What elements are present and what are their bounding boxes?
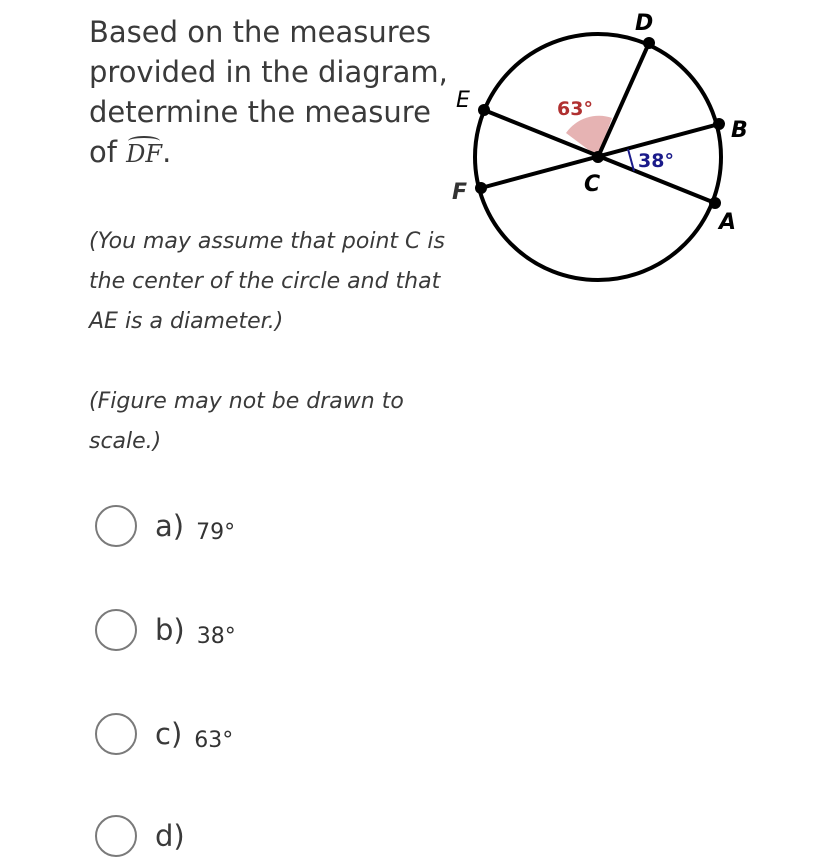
scale-note <box>89 382 449 462</box>
question-line: Based on the measures <box>89 15 431 49</box>
choice-d[interactable] <box>95 812 197 860</box>
assumption-note <box>89 222 449 342</box>
label-c: C <box>584 172 601 197</box>
choice-letter: b) <box>155 613 185 647</box>
choice-letter: c) <box>155 717 183 751</box>
choice-c[interactable] <box>95 710 233 758</box>
point-a <box>709 197 721 209</box>
circle-diagram <box>440 0 770 300</box>
radio-button[interactable] <box>95 713 137 755</box>
note-line: AE is a diameter.) <box>89 309 284 334</box>
choice-a[interactable] <box>95 502 235 550</box>
of-word: of <box>89 135 117 169</box>
label-e: E <box>456 88 470 113</box>
question-line <box>89 132 449 174</box>
point-d <box>643 37 655 49</box>
choice-value: 38° <box>196 623 236 649</box>
question-line: determine the measure <box>89 95 431 129</box>
choice-value: 63° <box>194 727 234 753</box>
point-b <box>713 118 725 130</box>
choice-b[interactable] <box>95 606 236 654</box>
angle-label-top: 63° <box>557 98 593 120</box>
question-period: . <box>162 135 172 169</box>
choice-value: 79° <box>196 519 236 545</box>
radio-button[interactable] <box>95 609 137 651</box>
label-f: F <box>452 180 468 205</box>
point-c <box>592 151 604 163</box>
note-line: (Figure may not be drawn to <box>89 389 404 414</box>
label-b: B <box>731 118 748 143</box>
point-e <box>478 104 490 116</box>
label-d: D <box>635 11 654 36</box>
label-a: A <box>719 210 737 235</box>
angle-label-right: 38° <box>638 150 674 172</box>
question-line: provided in the diagram, <box>89 55 448 89</box>
question-text <box>89 12 449 174</box>
segment-cd <box>598 43 649 157</box>
radio-button[interactable] <box>95 505 137 547</box>
arc-notation: DF <box>126 134 162 174</box>
note-line: the center of the circle and that <box>89 269 441 294</box>
radio-button[interactable] <box>95 815 137 857</box>
choice-letter: a) <box>155 509 185 543</box>
note-line: scale.) <box>89 429 162 454</box>
note-line: (You may assume that point C is <box>89 229 445 254</box>
choice-letter: d) <box>155 819 185 853</box>
point-f <box>475 182 487 194</box>
